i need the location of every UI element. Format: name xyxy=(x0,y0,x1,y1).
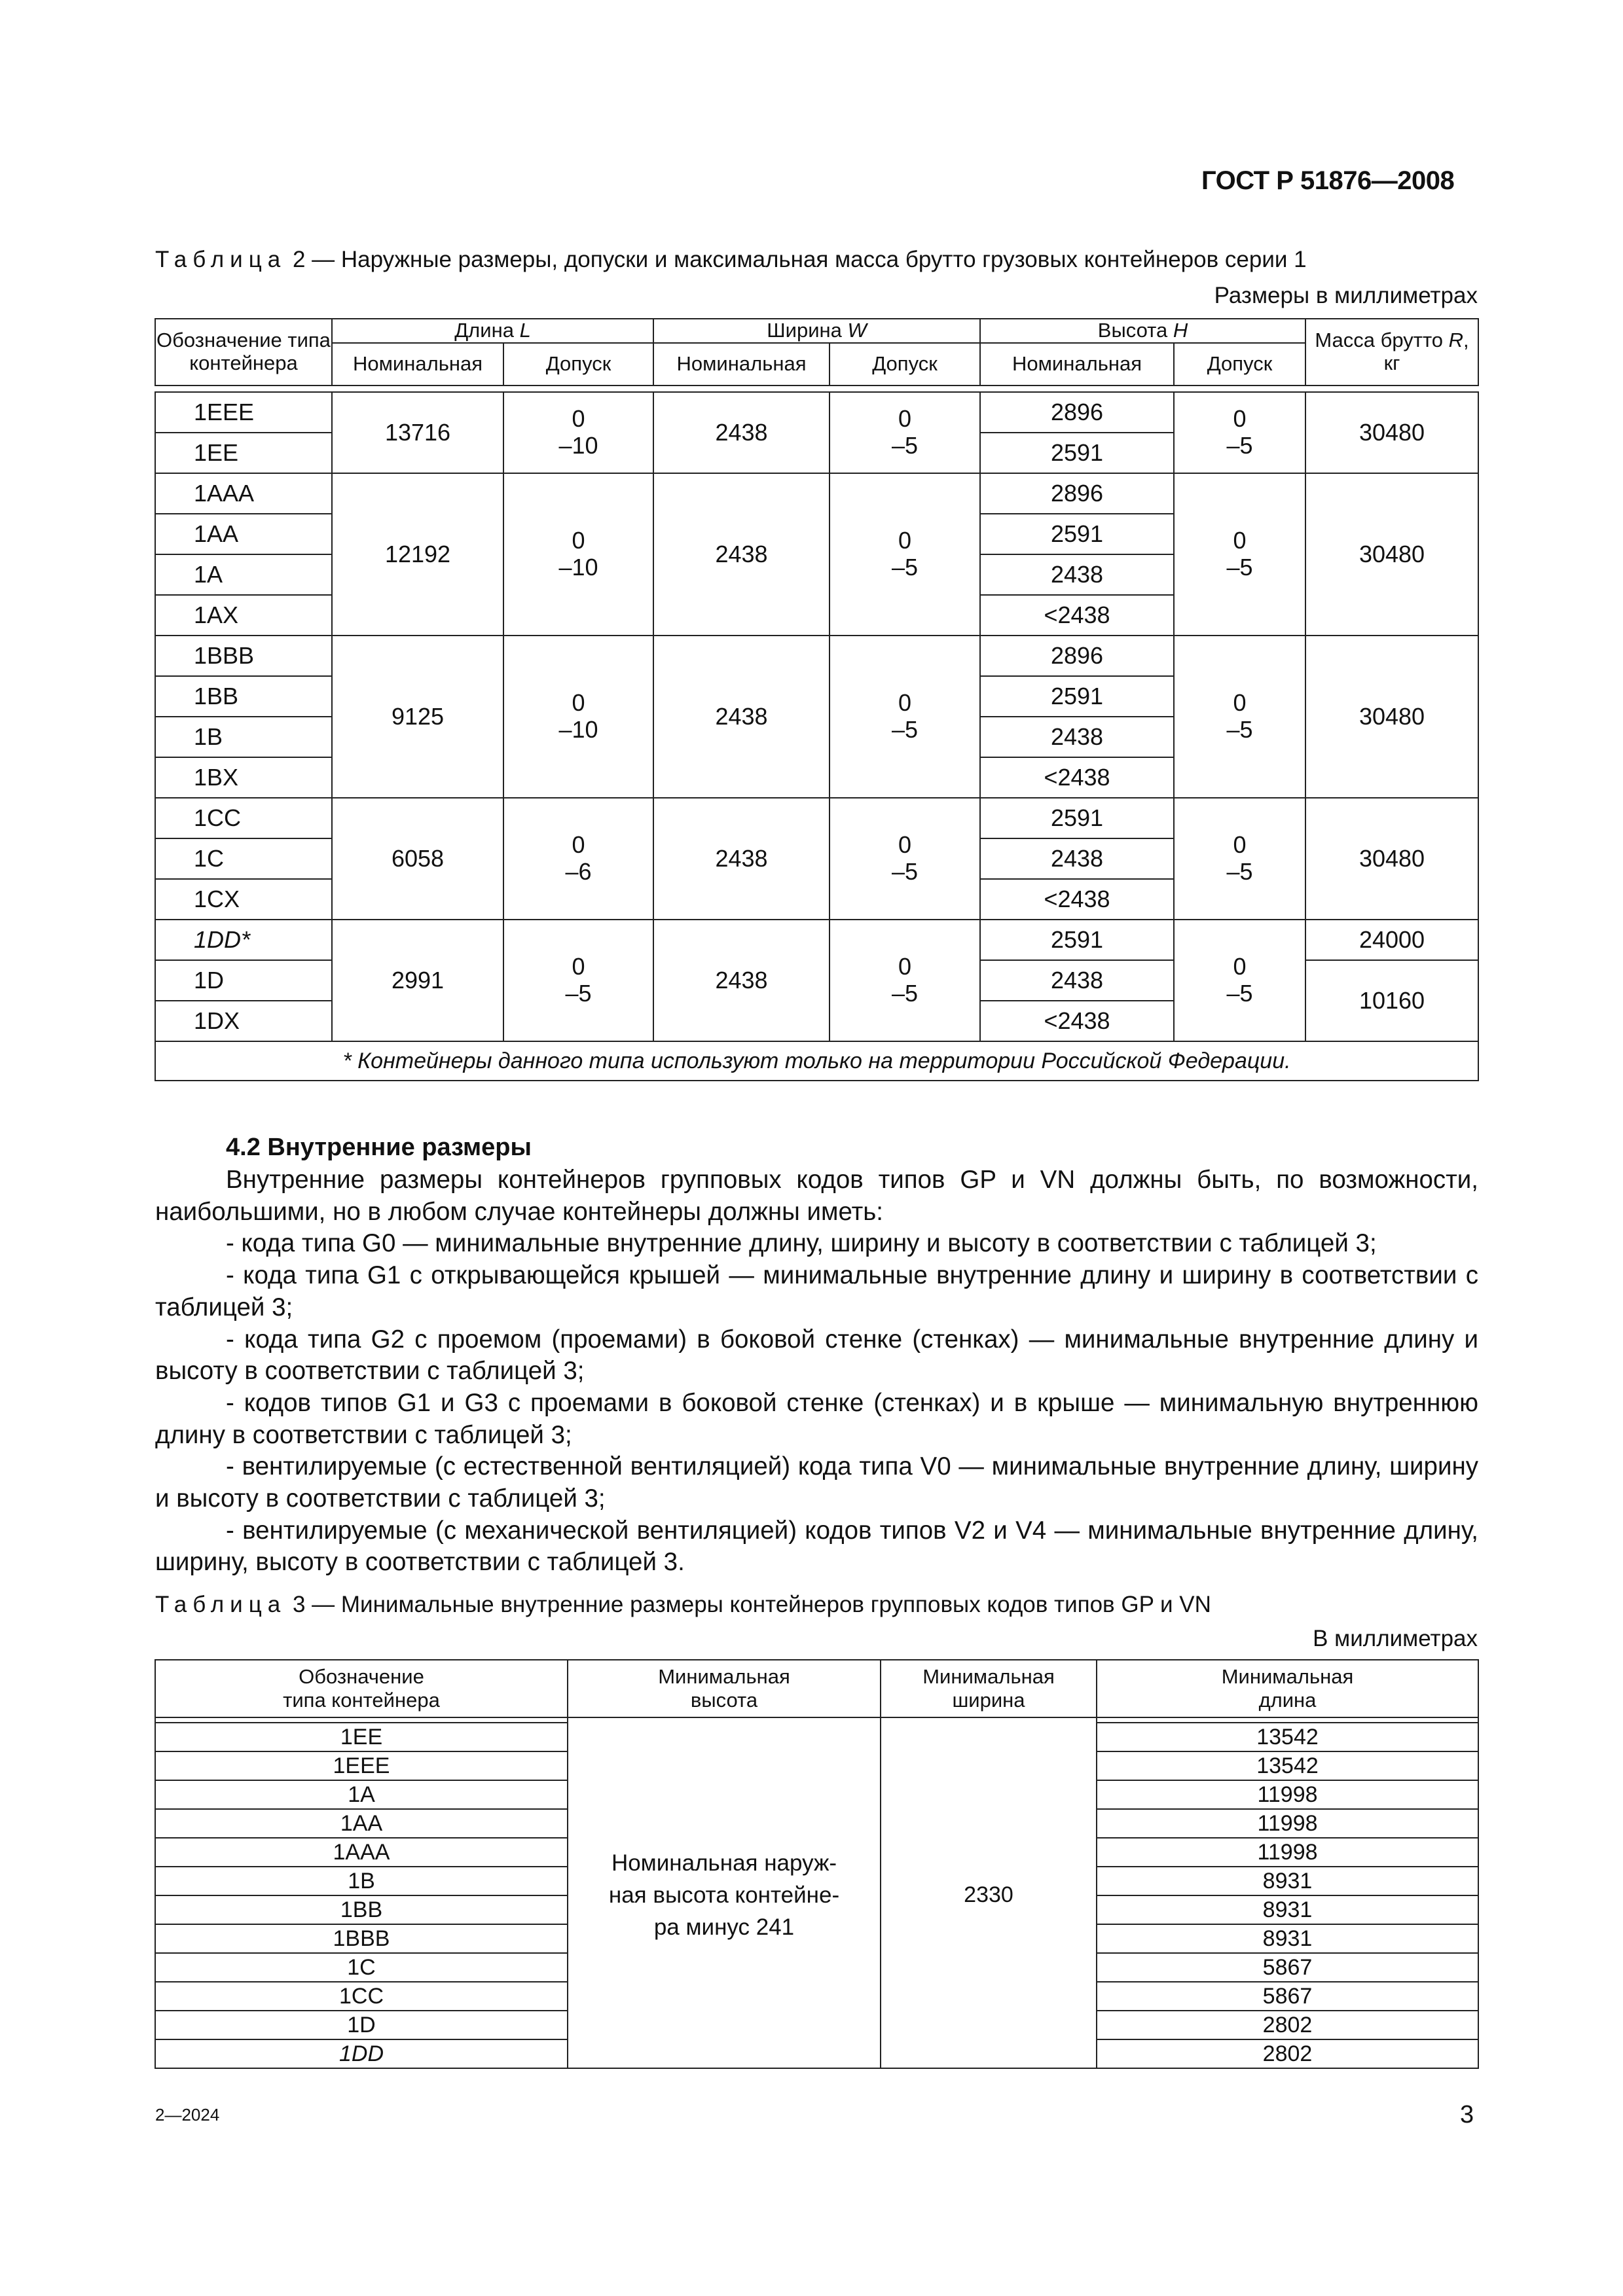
cell-type: 1DD xyxy=(155,2039,568,2068)
table3-units: В миллиметрах xyxy=(1313,1626,1478,1651)
table2-units: Размеры в миллиметрах xyxy=(1214,283,1478,308)
cell-mass: 24000 xyxy=(1305,920,1478,960)
gap-cell xyxy=(881,1717,1097,1723)
table-row xyxy=(155,392,1478,433)
section-paragraph: - вентилируемые (с механической вентиляцией) кодов типов V2 и V4 — минимальные внутренние длину, ширину, высоту в соответствии с таблицей 3. xyxy=(155,1516,1478,1577)
section-paragraph: - кодов типов G1 и G3 с проемами в боковой стенке (стенках) и в крыше — минимальную внутреннюю длину в соответствии с таблицей 3; xyxy=(155,1388,1478,1449)
table2-caption-text: 2 — Наружные размеры, допуски и максимальная масса брутто грузовых контейнеров серии 1 xyxy=(286,247,1307,272)
cell-type: 1A xyxy=(155,1780,568,1809)
table2 xyxy=(155,318,1479,1081)
cell-width-tolerance: 0 –5 xyxy=(830,798,980,920)
table-row xyxy=(155,920,1478,960)
cell-type: 1B xyxy=(155,1867,568,1895)
cell-mass: 30480 xyxy=(1305,636,1478,798)
table-row xyxy=(155,798,1478,838)
cell-min-length: 13542 xyxy=(1097,1723,1478,1751)
section-paragraph: - кода типа G2 с проемом (проемами) в боковой стенке (стенках) — минимальные внутренние длину и высоту в соответствии с таблицей 3; xyxy=(155,1325,1478,1386)
cell-type: 1D xyxy=(155,960,332,1001)
table2-caption-prefix: Таблица xyxy=(155,247,287,272)
cell-height: <2438 xyxy=(980,879,1174,920)
th-length-tolerance: Допуск xyxy=(503,343,653,386)
cell-min-length: 11998 xyxy=(1097,1809,1478,1838)
cell-min-length: 5867 xyxy=(1097,1953,1478,1982)
cell-type: 1CC xyxy=(155,798,332,838)
cell-width: 2438 xyxy=(653,636,830,798)
cell-width: 2438 xyxy=(653,920,830,1041)
section-paragraph: Внутренние размеры контейнеров групповых кодов типов GP и VN должны быть, по возможности, наибольшими, но в любом случае контейнеры должны иметь: xyxy=(155,1166,1478,1226)
cell-length: 6058 xyxy=(332,798,503,920)
th3-length: Минимальная длина xyxy=(1097,1660,1478,1717)
table2-gap xyxy=(155,386,1478,392)
th3-type: Обозначение типа контейнера xyxy=(155,1660,568,1717)
gap-cell xyxy=(155,1717,568,1723)
table2-footnote-row xyxy=(155,1041,1478,1081)
table2-header-row xyxy=(155,319,1478,343)
cell-width: 2438 xyxy=(653,798,830,920)
cell-type: 1AAA xyxy=(155,1838,568,1867)
cell-type: 1C xyxy=(155,1953,568,1982)
cell-type: 1EEE xyxy=(155,1751,568,1780)
table3 xyxy=(155,1659,1479,2069)
cell-mass: 30480 xyxy=(1305,798,1478,920)
cell-height: 2438 xyxy=(980,960,1174,1001)
cell-length: 9125 xyxy=(332,636,503,798)
table3-caption xyxy=(155,1592,1211,1618)
cell-mass: 30480 xyxy=(1305,473,1478,636)
cell-length: 2991 xyxy=(332,920,503,1041)
th-width: Ширина W xyxy=(653,319,980,343)
gap-cell xyxy=(568,1717,881,1723)
section-paragraph: - кода типа G1 с открывающейся крышей — минимальные внутренние длину и ширину в соответствии с таблицей 3; xyxy=(155,1261,1478,1321)
cell-type: 1D xyxy=(155,2011,568,2039)
cell-height: 2591 xyxy=(980,676,1174,717)
table3-caption-text: 3 — Минимальные внутренние размеры контейнеров групповых кодов типов GP и VN xyxy=(286,1592,1211,1617)
cell-height: 2438 xyxy=(980,554,1174,595)
cell-length-tolerance: 0 –10 xyxy=(503,636,653,798)
cell-min-length: 5867 xyxy=(1097,1982,1478,2011)
cell-height-tolerance: 0 –5 xyxy=(1174,473,1305,636)
cell-type: 1EE xyxy=(155,433,332,473)
cell-type: 1CX xyxy=(155,879,332,920)
cell-width: 2438 xyxy=(653,392,830,473)
table-row xyxy=(155,1723,1478,1751)
gap-cell xyxy=(1097,1717,1478,1723)
cell-type: 1CC xyxy=(155,1982,568,2011)
cell-length: 12192 xyxy=(332,473,503,636)
cell-type: 1DX xyxy=(155,1001,332,1041)
footer-code: 2—2024 xyxy=(155,2105,220,2125)
table-row xyxy=(155,636,1478,676)
cell-length-tolerance: 0 –6 xyxy=(503,798,653,920)
cell-type: 1AAA xyxy=(155,473,332,514)
cell-height-tolerance: 0 –5 xyxy=(1174,920,1305,1041)
cell-type: 1BX xyxy=(155,757,332,798)
th-mass: Масса брутто R, кг xyxy=(1305,319,1478,386)
cell-height: 2896 xyxy=(980,636,1174,676)
cell-width-tolerance: 0 –5 xyxy=(830,636,980,798)
cell-type: 1C xyxy=(155,838,332,879)
th-length: Длина L xyxy=(332,319,653,343)
cell-type: 1EEE xyxy=(155,392,332,433)
cell-height: 2438 xyxy=(980,717,1174,757)
section-title: 4.2 Внутренние размеры xyxy=(226,1134,532,1161)
cell-min-length: 13542 xyxy=(1097,1751,1478,1780)
cell-height-tolerance: 0 –5 xyxy=(1174,392,1305,473)
th-height-nominal: Номинальная xyxy=(980,343,1174,386)
cell-type: 1EE xyxy=(155,1723,568,1751)
cell-type: 1A xyxy=(155,554,332,595)
length-symbol: L xyxy=(519,319,531,342)
cell-height: 2591 xyxy=(980,433,1174,473)
th-height: Высота H xyxy=(980,319,1305,343)
gap-cell xyxy=(155,386,1478,392)
cell-min-length: 2802 xyxy=(1097,2011,1478,2039)
cell-height: <2438 xyxy=(980,757,1174,798)
cell-min-length: 8931 xyxy=(1097,1867,1478,1895)
cell-width-tolerance: 0 –5 xyxy=(830,920,980,1041)
cell-height: 2896 xyxy=(980,473,1174,514)
cell-width: 2438 xyxy=(653,473,830,636)
th-length-nominal: Номинальная xyxy=(332,343,503,386)
cell-height: 2438 xyxy=(980,838,1174,879)
cell-mass: 10160 xyxy=(1305,960,1478,1041)
cell-type: 1BBB xyxy=(155,1924,568,1953)
cell-min-length: 11998 xyxy=(1097,1838,1478,1867)
cell-type: 1AA xyxy=(155,514,332,554)
cell-mass: 30480 xyxy=(1305,392,1478,473)
cell-height: <2438 xyxy=(980,1001,1174,1041)
document-number: ГОСТ Р 51876—2008 xyxy=(1201,166,1455,195)
table3-caption-prefix: Таблица xyxy=(155,1592,287,1617)
section-text xyxy=(155,1164,1478,1579)
cell-min-length: 8931 xyxy=(1097,1924,1478,1953)
th3-height: Минимальная высота xyxy=(568,1660,881,1717)
cell-height-tolerance: 0 –5 xyxy=(1174,798,1305,920)
th-width-nominal: Номинальная xyxy=(653,343,830,386)
cell-type: 1AX xyxy=(155,595,332,636)
cell-height: 2591 xyxy=(980,514,1174,554)
th-height-tolerance: Допуск xyxy=(1174,343,1305,386)
cell-type: 1B xyxy=(155,717,332,757)
table3-gap xyxy=(155,1717,1478,1723)
cell-length-tolerance: 0 –10 xyxy=(503,392,653,473)
cell-height: <2438 xyxy=(980,595,1174,636)
cell-type: 1BB xyxy=(155,676,332,717)
th3-width: Минимальная ширина xyxy=(881,1660,1097,1717)
table2-caption xyxy=(155,247,1307,273)
cell-type: 1BBB xyxy=(155,636,332,676)
cell-width-tolerance: 0 –5 xyxy=(830,473,980,636)
cell-min-length: 8931 xyxy=(1097,1895,1478,1924)
cell-length-tolerance: 0 –10 xyxy=(503,473,653,636)
cell-type: 1DD* xyxy=(155,920,332,960)
th-type: Обозначение типа контейнера xyxy=(155,319,332,386)
cell-min-length: 11998 xyxy=(1097,1780,1478,1809)
cell-height: 2591 xyxy=(980,798,1174,838)
cell-length: 13716 xyxy=(332,392,503,473)
cell-min-length: 2802 xyxy=(1097,2039,1478,2068)
table2-footnote: * Контейнеры данного типа используют только на территории Российской Федерации. xyxy=(155,1041,1478,1081)
cell-width-tolerance: 0 –5 xyxy=(830,392,980,473)
cell-height-tolerance: 0 –5 xyxy=(1174,636,1305,798)
cell-type: 1AA xyxy=(155,1809,568,1838)
section-paragraph: - кода типа G0 — минимальные внутренние длину, ширину и высоту в соответствии с таблицей 3; xyxy=(226,1229,1377,1258)
th-width-tolerance: Допуск xyxy=(830,343,980,386)
page-number: 3 xyxy=(1460,2101,1474,2128)
cell-min-height: Номинальная наруж- ная высота контейне- ра минус 241 xyxy=(568,1723,881,2068)
table3-header-row xyxy=(155,1660,1478,1717)
cell-type: 1BB xyxy=(155,1895,568,1924)
table-row xyxy=(155,473,1478,514)
table2-subheader-row xyxy=(155,343,1478,386)
cell-length-tolerance: 0 –5 xyxy=(503,920,653,1041)
cell-height: 2591 xyxy=(980,920,1174,960)
cell-height: 2896 xyxy=(980,392,1174,433)
section-paragraph: - вентилируемые (с естественной вентиляцией) кода типа V0 — минимальные внутренние длину, ширину и высоту в соответствии с таблицей 3; xyxy=(155,1452,1478,1513)
cell-min-width: 2330 xyxy=(881,1723,1097,2068)
